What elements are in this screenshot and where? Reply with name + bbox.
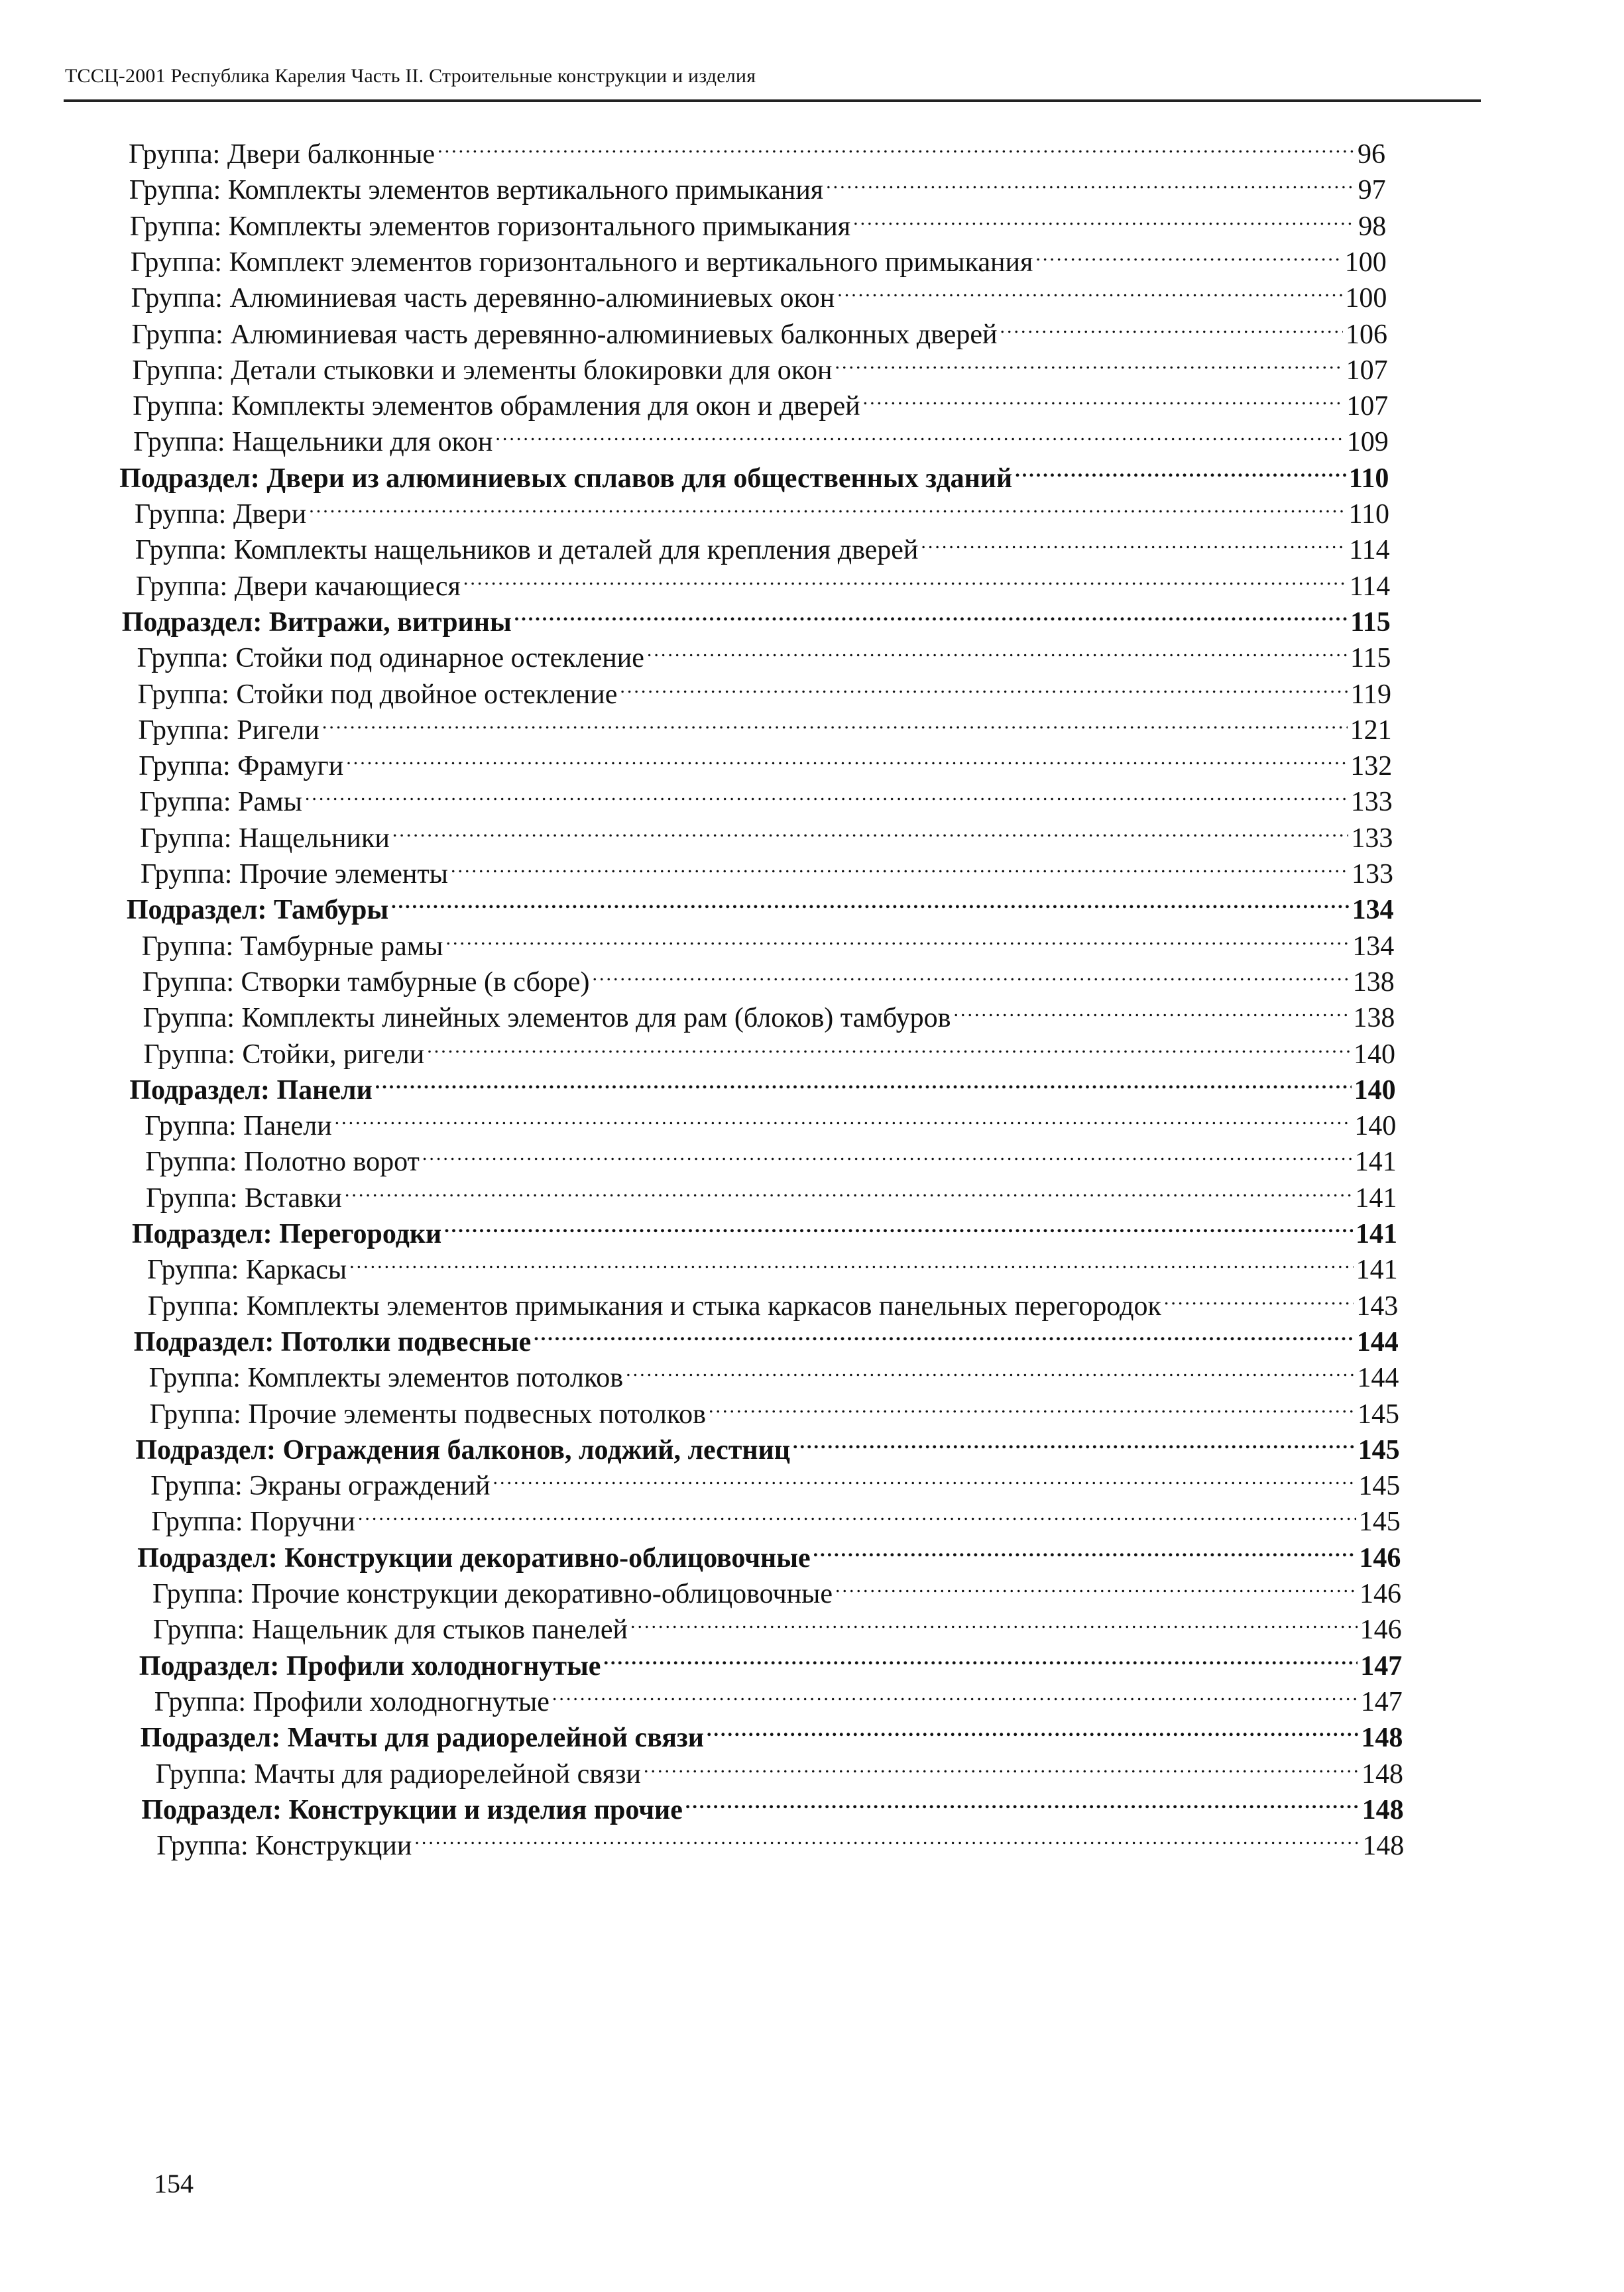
toc-page-number: 115 [1350, 606, 1391, 638]
toc-entry-label: Подраздел: Конструкции и изделия прочие [141, 1794, 683, 1825]
toc-group-row [129, 163, 1386, 206]
toc-dot-leader [835, 343, 1343, 379]
toc-entry-label: Группа: Прочие элементы [141, 859, 448, 889]
toc-entry-label: Группа: Двери качающиеся [135, 571, 461, 602]
toc-entry-label: Группа: Детали стыковки и элементы блокировки для окон [132, 355, 833, 386]
toc-page-number: 140 [1354, 1111, 1397, 1142]
toc-dot-leader [463, 559, 1347, 595]
toc-entry-label: Группа: Профили холодногнутые [154, 1686, 550, 1717]
toc-page-number: 146 [1360, 1579, 1401, 1609]
toc-entry-label: Подраздел: Панели [129, 1074, 373, 1106]
toc-dot-leader [1015, 451, 1346, 487]
toc-page-number: 133 [1351, 823, 1393, 854]
toc-entry-label: Группа: Полотно ворот [145, 1147, 420, 1178]
toc-group-row [145, 1135, 1397, 1178]
toc-entry-label: Подраздел: Профили холодногнутые [139, 1650, 601, 1682]
toc-dot-leader [603, 1639, 1358, 1675]
toc-dot-leader [346, 739, 1348, 775]
toc-dot-leader [1164, 1279, 1354, 1315]
toc-group-row [146, 1171, 1397, 1214]
toc-group-row [141, 919, 1395, 962]
toc-entry-label: Группа: Мачты для радиорелейной связи [155, 1758, 641, 1790]
toc-page-number: 140 [1354, 1039, 1395, 1070]
toc-entry-label: Группа: Конструкции [156, 1831, 412, 1862]
toc-group-row [143, 1027, 1396, 1070]
toc-dot-leader [685, 1783, 1360, 1819]
toc-group-row [142, 955, 1395, 998]
toc-page-number: 119 [1350, 679, 1391, 710]
toc-entry-label: Группа: Тамбурные рамы [141, 931, 443, 962]
toc-dot-leader [592, 955, 1350, 991]
toc-entry-label: Группа: Прочие конструкции декоративно-облицовочные [152, 1579, 833, 1609]
toc-entry-label: Группа: Прочие элементы подвесных потолков [149, 1399, 706, 1430]
toc-entry-label: Группа: Двери [135, 499, 307, 530]
toc-page-number: 134 [1352, 895, 1394, 926]
toc-subsection-row [126, 883, 1394, 926]
toc-dot-leader [793, 1423, 1356, 1459]
toc-dot-leader [322, 703, 1348, 739]
toc-page-number: 107 [1346, 391, 1389, 422]
toc-entry-label: Подраздел: Перегородки [132, 1219, 442, 1249]
toc-entry-label: Группа: Створки тамбурные (в сборе) [142, 966, 590, 998]
toc-entry-label: Группа: Нащельник для стыков панелей [152, 1615, 628, 1646]
toc-page-number: 147 [1360, 1650, 1403, 1682]
toc-page-number: 107 [1346, 355, 1388, 386]
toc-dot-leader [444, 1207, 1353, 1243]
toc-dot-leader [437, 127, 1355, 163]
toc-dot-leader [495, 415, 1344, 451]
toc-page-number: 147 [1360, 1686, 1403, 1717]
toc-dot-leader [375, 1063, 1352, 1099]
toc-group-row [140, 811, 1393, 854]
toc-entry-label: Группа: Нащельники [140, 823, 390, 854]
toc-group-row [148, 1351, 1399, 1394]
toc-group-row [147, 1279, 1399, 1322]
toc-page-number: 121 [1350, 715, 1392, 746]
toc-entry-label: Подраздел: Тамбуры [126, 895, 389, 926]
toc-entry-label: Группа: Комплекты элементов обрамления для окон и дверей [133, 391, 860, 422]
toc-dot-leader [1000, 308, 1343, 343]
toc-dot-leader [921, 523, 1346, 559]
toc-group-row [138, 703, 1392, 746]
toc-group-row [143, 991, 1395, 1034]
toc-page-number: 133 [1352, 859, 1393, 889]
toc-dot-leader [1035, 235, 1342, 271]
toc-dot-leader [552, 1675, 1358, 1711]
toc-entry-label: Группа: Ригели [138, 715, 319, 746]
toc-group-row [152, 1567, 1401, 1609]
toc-entry-label: Группа: Комплекты элементов примыкания и стыка каркасов панельных перегородок [147, 1290, 1161, 1322]
toc-dot-leader [709, 1387, 1355, 1423]
toc-page-number: 146 [1359, 1542, 1401, 1574]
toc-page-number: 145 [1358, 1399, 1399, 1430]
toc-page-number: 141 [1356, 1255, 1398, 1286]
toc-page-number: 110 [1348, 499, 1389, 530]
toc-dot-leader [305, 775, 1348, 811]
toc-group-row [129, 127, 1385, 170]
toc-page-number: 98 [1358, 211, 1387, 242]
toc-group-row [145, 1099, 1397, 1142]
toc-entry-label: Группа: Экраны ограждений [150, 1471, 491, 1502]
toc-dot-leader [345, 1171, 1353, 1207]
toc-group-row [135, 487, 1389, 530]
toc-entry-label: Группа: Нащельники для окон [133, 427, 493, 458]
toc-dot-leader [335, 1099, 1352, 1135]
toc-entry-label: Группа: Комплект элементов горизонтального и вертикального примыкания [130, 247, 1033, 278]
toc-group-row [131, 271, 1387, 314]
toc-entry-label: Группа: Фрамуги [139, 751, 344, 782]
toc-entry-label: Группа: Стойки под одинарное остекление [137, 643, 644, 674]
toc-entry-label: Группа: Алюминиевая часть деревянно-алюминиевых балконных дверей [131, 319, 998, 350]
toc-subsection-row [133, 1315, 1399, 1357]
toc-dot-leader [620, 667, 1348, 703]
toc-subsection-row [141, 1783, 1404, 1825]
toc-dot-leader [630, 1603, 1358, 1638]
toc-page-number: 132 [1350, 751, 1393, 782]
toc-group-row [129, 200, 1387, 242]
toc-dot-leader [349, 1243, 1353, 1279]
toc-page-number: 138 [1353, 1003, 1395, 1034]
toc-group-row [155, 1747, 1404, 1790]
toc-group-row [139, 739, 1393, 782]
toc-dot-leader [427, 1027, 1351, 1063]
toc-group-row [151, 1495, 1401, 1538]
toc-group-row [133, 379, 1389, 422]
toc-dot-leader [514, 595, 1348, 631]
toc-subsection-row [135, 1423, 1400, 1465]
toc-dot-leader [392, 811, 1349, 847]
toc-entry-label: Группа: Вставки [146, 1182, 342, 1214]
toc-entry-label: Подраздел: Двери из алюминиевых сплавов для общественных зданий [119, 463, 1013, 494]
toc-group-row [137, 631, 1391, 674]
toc-entry-label: Группа: Поручни [151, 1507, 355, 1538]
toc-page-number: 97 [1358, 175, 1386, 206]
toc-page-number: 109 [1346, 427, 1389, 458]
toc-page-number: 148 [1362, 1758, 1403, 1790]
toc-dot-leader [644, 1747, 1359, 1783]
page-number: 154 [154, 2169, 194, 2199]
toc-group-row [146, 1243, 1398, 1286]
toc-entry-label: Группа: Стойки под двойное остекление [137, 679, 618, 710]
toc-dot-leader [813, 1531, 1357, 1567]
toc-page-number: 141 [1354, 1147, 1397, 1178]
toc-page-number: 141 [1356, 1219, 1397, 1249]
toc-group-row [135, 559, 1391, 602]
toc-group-row [133, 415, 1389, 458]
toc-dot-leader [414, 1819, 1360, 1855]
toc-group-row [132, 343, 1388, 386]
toc-subsection-row [129, 1063, 1396, 1106]
toc-page-number: 134 [1352, 931, 1395, 962]
toc-page-number: 145 [1358, 1507, 1401, 1538]
toc-group-row [130, 235, 1387, 278]
toc-dot-leader [534, 1315, 1354, 1351]
toc-dot-leader [707, 1711, 1358, 1747]
toc-page-number: 138 [1352, 966, 1395, 998]
toc-page-number: 100 [1344, 247, 1387, 278]
toc-entry-label: Группа: Комплекты линейных элементов для рам (блоков) тамбуров [143, 1003, 951, 1034]
toc-group-row [149, 1387, 1400, 1430]
toc-entry-label: Группа: Комплекты нащельников и деталей для крепления дверей [135, 535, 919, 566]
toc-group-row [141, 847, 1393, 889]
toc-entry-label: Подраздел: Конструкции декоративно-облицовочные [137, 1542, 811, 1574]
toc-group-row [152, 1603, 1402, 1646]
toc-dot-leader [835, 1567, 1357, 1603]
toc-subsection-row [140, 1711, 1403, 1754]
toc-page-number: 133 [1350, 787, 1393, 818]
toc-page-number: 148 [1362, 1794, 1404, 1825]
toc-page-number: 144 [1357, 1363, 1399, 1394]
toc-entry-label: Группа: Комплекты элементов потолков [148, 1363, 624, 1394]
toc-group-row [135, 523, 1390, 566]
toc-dot-leader [309, 487, 1346, 523]
toc-page-number: 114 [1349, 571, 1391, 602]
toc-page-number: 106 [1346, 319, 1387, 350]
toc-group-row [154, 1675, 1403, 1717]
toc-subsection-row [132, 1207, 1397, 1249]
toc-page-number: 143 [1356, 1290, 1399, 1322]
toc-page-number: 144 [1356, 1326, 1399, 1357]
toc-dot-leader [647, 631, 1348, 667]
toc-subsection-row [119, 451, 1389, 494]
toc-page-number: 140 [1354, 1074, 1396, 1106]
running-header: ТССЦ-2001 Республика Карелия Часть II. Строительные конструкции и изделия [65, 65, 756, 87]
toc-page-number: 115 [1350, 643, 1391, 674]
toc-entry-label: Подраздел: Мачты для радиорелейной связи [140, 1723, 704, 1754]
toc-subsection-row [121, 595, 1391, 638]
toc-dot-leader [451, 847, 1349, 883]
toc-entry-label: Группа: Каркасы [146, 1255, 347, 1286]
toc-dot-leader [391, 883, 1349, 919]
toc-page-number: 145 [1358, 1434, 1400, 1465]
toc-dot-leader [493, 1459, 1356, 1495]
toc-dot-leader [446, 919, 1350, 955]
toc-group-row [139, 775, 1393, 818]
toc-dot-leader [853, 200, 1356, 235]
toc-page-number: 145 [1358, 1471, 1401, 1502]
toc-entry-label: Группа: Алюминиевая часть деревянно-алюминиевых окон [131, 283, 835, 314]
toc-group-row [150, 1459, 1401, 1502]
toc-dot-leader [837, 271, 1342, 307]
toc-entry-label: Группа: Панели [145, 1111, 332, 1142]
toc-page-number: 148 [1362, 1831, 1405, 1862]
toc-entry-label: Группа: Комплекты элементов вертикального примыкания [129, 175, 824, 206]
toc-entry-label: Группа: Рамы [139, 787, 302, 818]
toc-entry-label: Группа: Двери балконные [129, 139, 435, 170]
toc-group-row [131, 308, 1388, 350]
toc-dot-leader [422, 1135, 1352, 1171]
toc-dot-leader [358, 1495, 1356, 1530]
toc-entry-label: Подраздел: Витражи, витрины [121, 606, 512, 638]
header-rule [64, 99, 1481, 102]
toc-subsection-row [137, 1531, 1401, 1574]
toc-page-number: 110 [1348, 463, 1389, 494]
toc-subsection-row [139, 1639, 1403, 1682]
toc-entry-label: Группа: Стойки, ригели [143, 1039, 425, 1070]
toc-dot-leader [953, 991, 1350, 1027]
toc-entry-label: Группа: Комплекты элементов горизонтального примыкания [129, 211, 851, 242]
toc-group-row [156, 1819, 1405, 1862]
toc-dot-leader [826, 163, 1355, 199]
toc-page-number: 141 [1355, 1182, 1397, 1214]
toc-page-number: 146 [1360, 1615, 1402, 1646]
toc-entry-label: Подраздел: Ограждения балконов, лоджий, лестниц [135, 1434, 791, 1465]
toc-page-number: 114 [1349, 535, 1390, 566]
toc-dot-leader [626, 1351, 1354, 1387]
toc-entry-label: Подраздел: Потолки подвесные [133, 1326, 532, 1357]
toc-page-number: 96 [1358, 139, 1385, 170]
toc-page-number: 100 [1345, 283, 1387, 314]
toc-page-number: 148 [1361, 1723, 1403, 1754]
toc-dot-leader [863, 379, 1344, 415]
toc-group-row [137, 667, 1392, 710]
